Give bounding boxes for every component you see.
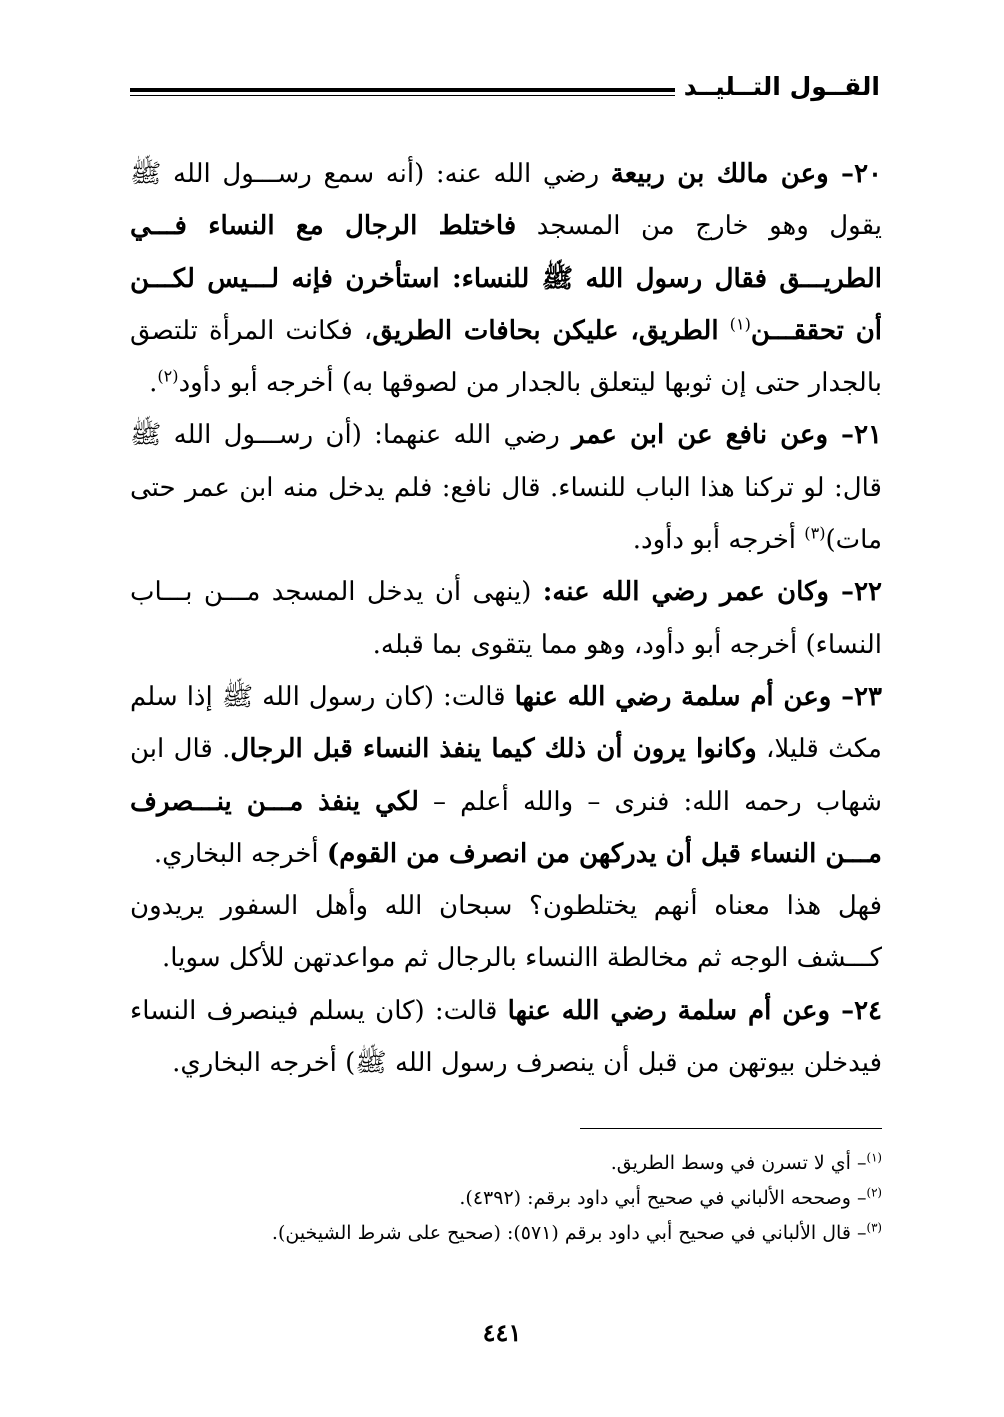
text-span: فهل هذا معناه أنهم يختلطون؟ سبحان الله وأهل السفور يريدون كـــشف الوجه ثم مخالطة االنساء بالرجال ثم مواعدتهن للأكل سويا. xyxy=(130,891,882,974)
text-span: قالت: (كان رسول الله ﷺ إذا سلم مكث قليلا، xyxy=(130,681,882,765)
main-text xyxy=(130,148,882,1089)
footnote xyxy=(130,1216,882,1251)
bold-span: ٢٢– وكان عمر رضي الله عنه: xyxy=(542,577,882,608)
text-span: رضي الله عنه: (أنه سمع رســـول الله ﷺ يقول وهو خارج من المسجد xyxy=(130,159,883,242)
text-span: . قال ابن شهاب رحمه الله: فنرى – والله أعلم – xyxy=(130,734,882,817)
bold-span: فاختلط الرجال مع النساء فـــي الطريـــق فقال رسول الله ﷺ للنساء: استأخرن فإنه لـــيس لكـــن أن تحققـــن xyxy=(130,211,883,346)
footnote-number: (١) xyxy=(866,1150,882,1165)
footnote xyxy=(130,1146,882,1181)
paragraph xyxy=(130,880,882,985)
paragraph xyxy=(130,409,882,566)
header-title: القــول التــليــد xyxy=(683,72,880,101)
running-header xyxy=(130,70,880,110)
paragraph xyxy=(130,566,882,671)
footnotes xyxy=(130,1146,882,1251)
text-span xyxy=(719,316,730,346)
bold-span: وكانوا يرون أن ذلك كيما ينفذ النساء قبل الرجال xyxy=(230,734,757,765)
footnote-text: – قال الألباني في صحيح أبي داود برقم (٥٧١): (صحيح على شرط الشيخين). xyxy=(271,1222,867,1244)
footnote-separator xyxy=(580,1128,882,1129)
text-span: أخرجه أبو دأود. xyxy=(632,525,805,556)
footnote-number: (٢) xyxy=(866,1185,882,1200)
bold-span: الطريق، عليكن بحافات الطريق xyxy=(372,315,719,346)
footnote xyxy=(130,1181,882,1216)
footnote-marker: (١) xyxy=(729,314,751,334)
bold-span: ٢٣– وعن أم سلمة رضي الله عنها xyxy=(514,681,883,712)
paragraph xyxy=(130,985,882,1090)
footnote-number: (٣) xyxy=(866,1220,882,1235)
text-span: أخرجه البخاري. xyxy=(153,838,327,869)
page-number: ٤٤١ xyxy=(482,1318,522,1347)
text-span: رضي الله عنهما: (أن رســـول الله ﷺ قال: لو تركنا هذا الباب للنساء. قال نافع: فلم يدخل منه ابن عمر حتى مات) xyxy=(130,420,882,556)
text-span: . xyxy=(149,368,158,399)
footnote-text: – وصححه الألباني في صحيح أبي داود برقم: (٤٣٩٢). xyxy=(459,1187,867,1209)
paragraph xyxy=(130,148,882,409)
bold-span: ٢١– وعن نافع عن ابن عمر xyxy=(572,420,882,451)
bold-span: ٢٠– وعن مالك بن ربيعة xyxy=(610,159,882,189)
paragraph xyxy=(130,671,882,880)
header-rule xyxy=(130,88,675,96)
text-span: قالت: (كان يسلم فينصرف النساء فيدخلن بيوتهن من قبل أن ينصرف رسول الله ﷺ) أخرجه البخاري. xyxy=(130,995,882,1079)
bold-span: لكي ينفذ مـــن ينـــصرف مـــن النساء قبل أن يدركهن من انصرف من القوم) xyxy=(130,786,882,869)
bold-span: ٢٤– وعن أم سلمة رضي الله عنها xyxy=(507,995,883,1026)
footnote-marker: (٢) xyxy=(157,366,179,386)
footnote-text: – أي لا تسرن في وسط الطريق. xyxy=(610,1152,867,1174)
text-span: ، فكانت المرأة تلتصق بالجدار حتى إن ثوبها ليتعلق بالجدار من لصوقها به) أخرجه أبو دأود xyxy=(130,315,882,399)
text-span: (ينهى أن يدخل المسجد مـــن بـــاب النساء) أخرجه أبو دأود، وهو مما يتقوى بما قبله. xyxy=(130,577,882,660)
footnote-marker: (٣) xyxy=(804,523,826,543)
